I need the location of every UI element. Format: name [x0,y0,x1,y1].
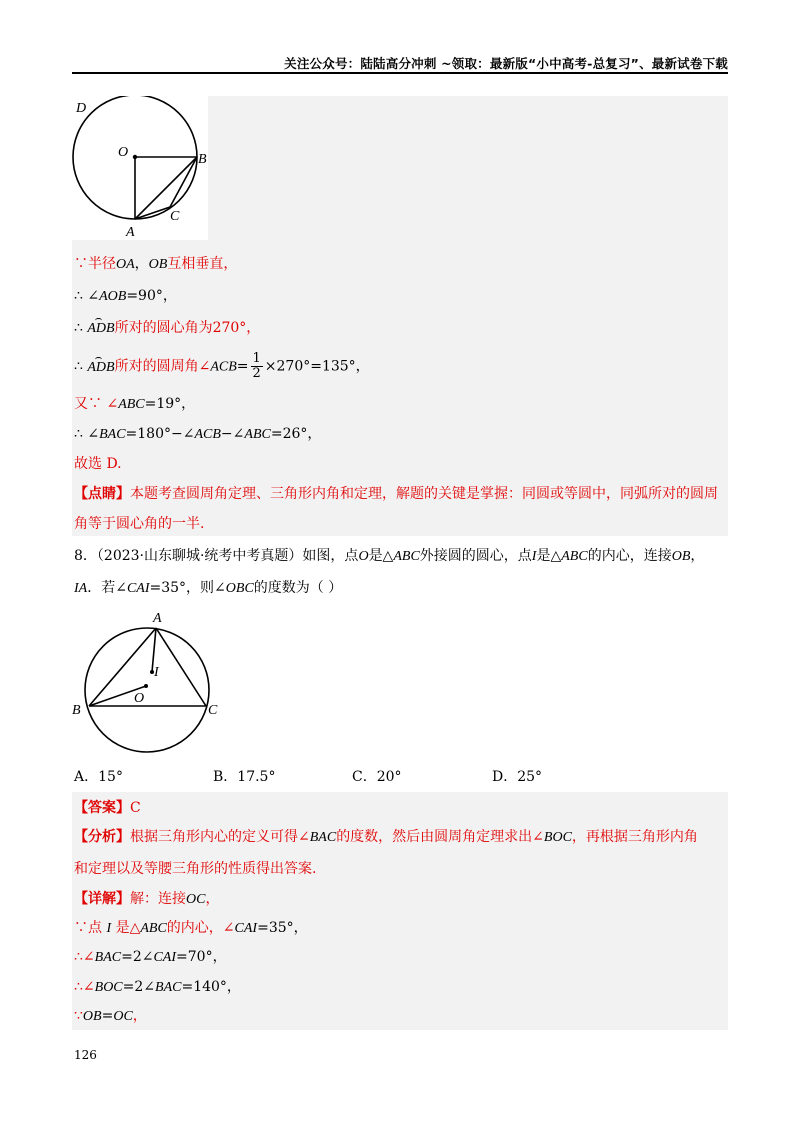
analysis-line-1: 【分析】根据三角形内心的定义可得∠BAC的度数，然后由圆周角定理求出∠BOC，再根据三角形内角 [74,829,698,845]
label-a: A [153,611,162,626]
fraction-one-half: $\frac{1}{2}$ [252,351,261,381]
option-b[interactable]: B．17.5° [213,769,276,785]
solution-7-line-2: ∴ ∠AOB=90°， [74,288,177,304]
point-o [144,684,148,688]
figure-circle-oab [72,96,208,240]
solution-7-line-5: 又∵ ∠ABC=19°， [74,396,196,412]
solution-7-line-7: 故选 D. [74,456,122,472]
solution-7-comment-1: 【点睛】本题考查圆周角定理、三角形内角和定理，解题的关键是掌握：同圆或等圆中，同弧所对的圆周 [74,486,718,502]
label-c: C [170,209,180,224]
label-b: B [72,703,81,718]
solution-7-comment-2: 角等于圆心角的一半. [74,516,205,532]
solution-7-line-6: ∴ ∠BAC=180°−∠ACB−∠ABC=26°， [74,426,322,442]
arc-adb: ADB [87,358,114,378]
detail-step-4: ∵OB=OC， [74,1008,147,1024]
label-o: O [118,145,129,160]
solution-7-line-1: ∵半径OA，OB互相垂直， [74,256,238,272]
label-i: I [154,665,159,680]
figure-triangle-abc-circle [68,606,228,766]
detail-step-3: ∴∠BOC=2∠BAC=140°， [74,979,241,995]
arc-adb: ADB [87,319,114,339]
solution-7-line-4: ∴ ADB所对的圆周角∠ACB= $\frac{1}{2}$ ×270°=135°， [74,351,370,381]
detail-step-2: ∴∠BAC=2∠CAI=70°， [74,949,227,965]
question-8-line-1: 8．（2023·山东聊城·统考中考真题）如图，点O是△ABC外接圆的圆心，点I是△ABC的内心，连接OB， [74,548,705,564]
label-a: A [126,225,135,240]
segment-ac [156,628,206,706]
option-c[interactable]: C．20° [352,769,402,785]
label-d: D [76,101,87,116]
label-b: B [198,152,207,167]
header-text: 关注公众号：陆陆高分冲刺 ~领取：最新版“小中高考-总复习”、最新试卷下载 [284,56,728,71]
detail-step-1: ∵点 I 是△ABC的内心，∠CAI=35°， [74,920,308,936]
solution-7-line-3: ∴ ADB所对的圆心角为270°， [74,318,260,339]
option-d[interactable]: D．25° [492,769,543,785]
center-point-o [133,155,137,159]
question-8-line-2: IA．若∠CAI=35°，则∠OBC的度数为（ ） [74,580,343,596]
page-header [72,52,728,74]
analysis-line-2: 和定理以及等腰三角形的性质得出答案. [74,861,317,877]
answer-line: 【答案】C [74,800,141,816]
page-number: 126 [74,1048,97,1062]
label-o: O [134,691,145,706]
label-c: C [208,703,218,718]
detail-line: 【详解】解：连接OC， [74,891,220,907]
option-a[interactable]: A．15° [74,769,123,785]
